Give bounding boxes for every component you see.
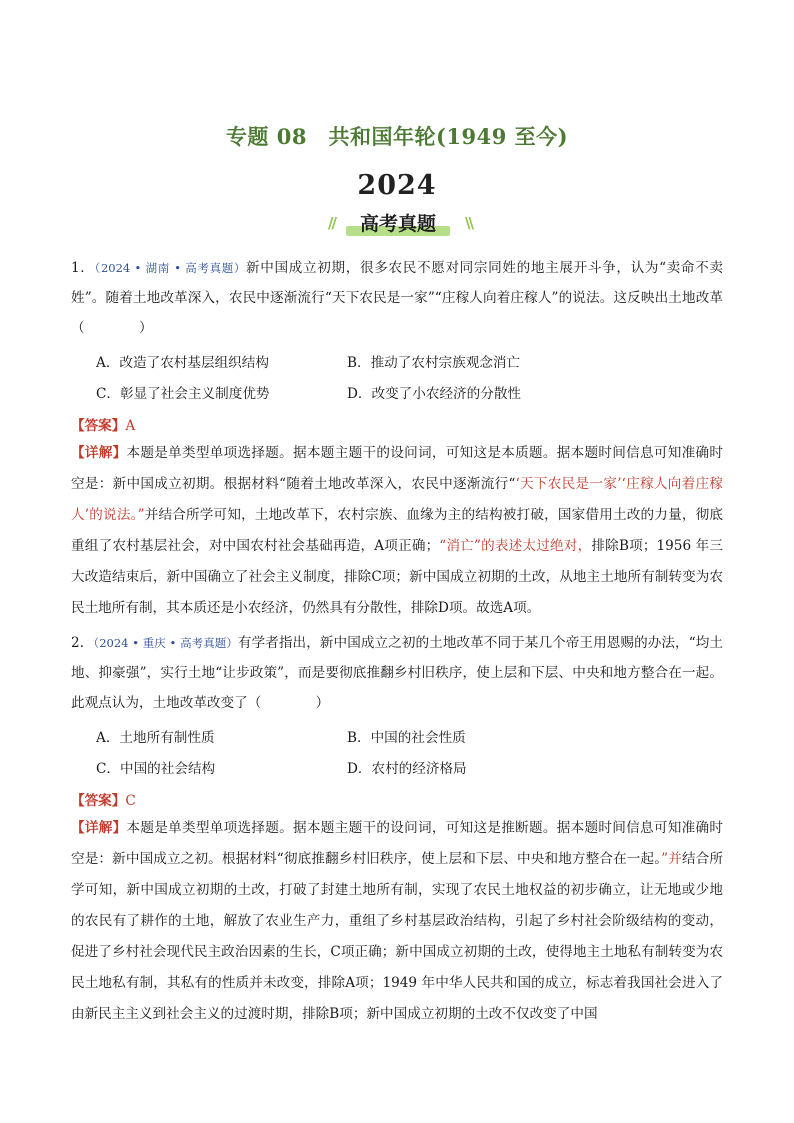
question-1-answer (71, 414, 135, 434)
answer-value: A (125, 418, 136, 434)
question-number: 1． (71, 260, 95, 276)
detail-highlight: ‘天下农民是一家’‘庄稼人向着庄稼人’的说法。” (71, 476, 723, 523)
question-2-stem (71, 628, 723, 718)
detail-highlight: “消亡”的表述太过绝对， (439, 538, 592, 554)
option-a: A．土地所有制性质 (96, 730, 215, 746)
option-d: D．改变了小农经济的分散性 (347, 386, 522, 402)
slash-decor-left: // (328, 214, 335, 232)
question-text: 有学者指出，新中国成立之初的土地改革不同于某几个帝王用恩赐的办法，“均土地、抑豪强”，实行土地“让步政策”，而是要彻底推翻乡村旧秩序，使上层和下层、中央和地方整合在一起。此观点认为，土地改革改变了（ ） (71, 635, 723, 711)
slash-decor-right: \\ (465, 214, 472, 232)
detail-text: 结合所学可知，新中国成立初期的土改，打破了封建土地所有制，实现了农民土地权益的初步确立，让无地或少地的农民有了耕作的土地，解放了农业生产力，重组了乡村基层政治结构，引起了乡村社会阶级结构的变动，促进了乡村社会现代民主政治因素的生长，C项正确；新中国成立初期的土改，使得地主土地私有制转变为农民土地私有制，其私有的性质并未改变，排除A项；1949 年中华人民共和国的成立，标志着我国社会进入了由新民主主义到社会主义的过渡时期，排除B项；新中国成立初期的土改不仅改变了中国 (71, 851, 723, 1022)
question-text: 新中国成立初期，很多农民不愿对同宗同姓的地主展开斗争，认为“卖命不卖姓”。随着土地改革深入，农民中逐渐流行“天下农民是一家”“庄稼人向着庄稼人”的说法。这反映出土地改革（ ） (71, 260, 723, 336)
question-source: （2024 • 湖南 • 高考真题） (94, 261, 247, 275)
section-banner (318, 206, 478, 240)
option-d: D．农村的经济格局 (347, 761, 467, 777)
question-source: （2024 • 重庆 • 高考真题） (93, 636, 238, 650)
question-1-detail (71, 438, 723, 624)
page-title: 专题 08 共和国年轮(1949 至今) (225, 124, 569, 149)
detail-text: 本题是单类型单项选择题。据本题主题干的设问词，可知这是推断题。据本题时间信息可知准确时空是：新中国成立之初。根据材料“彻底推翻乡村旧秩序，使上层和下层、中央和地方整合在一起。 (71, 820, 723, 867)
year-heading: 2024 (357, 170, 437, 201)
detail-label: 【详解】 (71, 820, 127, 836)
question-2-answer (71, 789, 136, 809)
option-b: B．推动了农村宗族观念消亡 (347, 355, 521, 371)
detail-text: 排除B项；1956 年三大改造结束后，新中国确立了社会主义制度，排除C项；新中国成立初期的土改，从地主土地所有制转变为农民土地所有制，其本质还是小农经济，仍然具有分散性，排除D项。故选A项。 (71, 538, 723, 616)
question-2-detail (71, 813, 723, 1030)
option-a: A．改造了农村基层组织结构 (96, 355, 269, 371)
answer-label: 【答案】 (71, 793, 126, 809)
detail-highlight: ”并 (661, 851, 682, 867)
answer-label: 【答案】 (71, 418, 126, 434)
detail-text: 并结合所学可知，土地改革下，农村宗族、血缘为主的结构被打破，国家借用土改的力量，彻底重组了农村基层社会，对中国农村社会基础再造，A项正确； (71, 507, 723, 554)
answer-value: C (125, 793, 136, 809)
question-1-stem (71, 253, 723, 343)
option-c: C．中国的社会结构 (96, 761, 216, 777)
banner-label: 高考真题 (359, 213, 436, 235)
option-b: B．中国的社会性质 (347, 730, 466, 746)
detail-text: 本题是单类型单项选择题。据本题主题干的设问词，可知这是本质题。据本题时间信息可知准确时空是：新中国成立初期。根据材料“随着土地改革深入，农民中逐渐流行“ (71, 445, 723, 492)
detail-label: 【详解】 (71, 445, 127, 461)
question-number: 2． (71, 635, 94, 651)
option-c: C．彰显了社会主义制度优势 (96, 386, 270, 402)
